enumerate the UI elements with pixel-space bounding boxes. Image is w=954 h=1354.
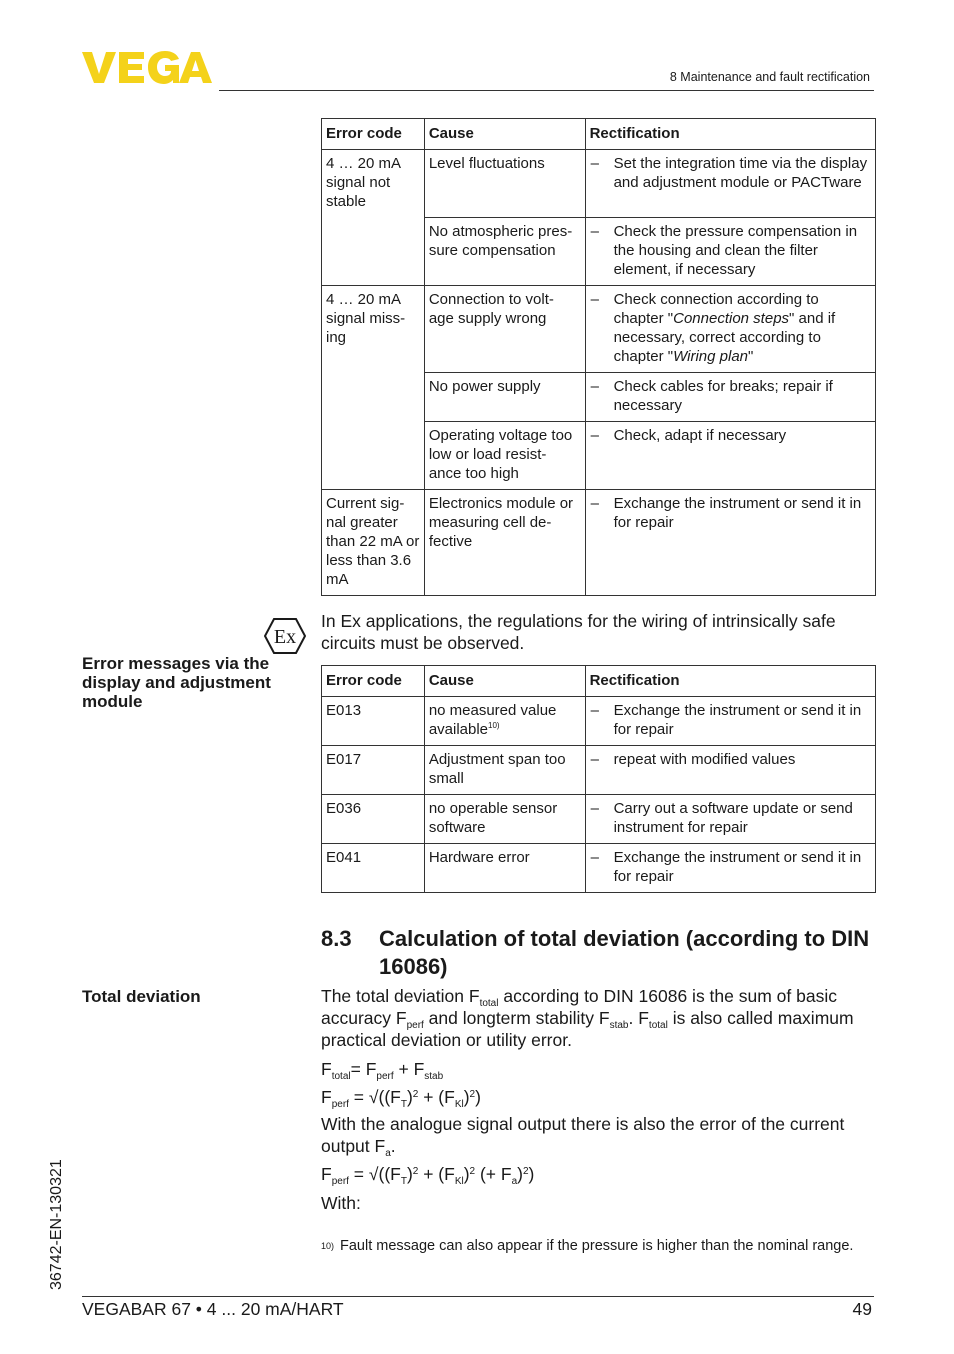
formula-total: [321, 1058, 876, 1080]
bullet-dash: –: [590, 702, 599, 719]
text-part: = F: [350, 1059, 377, 1079]
column-header: Rectification: [585, 119, 875, 150]
error-code-cell: E041: [322, 844, 425, 893]
cause-cell: Connection to volt- age supply wrong: [424, 286, 585, 373]
page-number: 49: [852, 1299, 872, 1319]
subscript: Kl: [454, 1099, 464, 1110]
header-section-label: 8 Maintenance and fault rectification: [669, 70, 870, 84]
total-deviation-paragraph: [321, 985, 876, 1051]
footer-divider: [82, 1296, 874, 1297]
side-heading-total-deviation: Total deviation: [82, 987, 201, 1006]
bullet-dash: –: [590, 378, 599, 395]
text-part: and longterm stability F: [423, 1008, 610, 1028]
text-part: F: [321, 1164, 332, 1184]
text-part: ): [463, 1087, 470, 1107]
error-code-cell: Current sig- nal greater than 22 mA or less than 3.6 mA: [322, 490, 425, 596]
subscript: T: [400, 1176, 407, 1187]
cause-cell: No power supply: [424, 373, 585, 422]
text-part: + F: [393, 1059, 425, 1079]
bullet-dash: –: [590, 155, 599, 172]
text-part: . F: [628, 1008, 649, 1028]
rectification-text: Carry out a software update or send instrument for repair: [613, 800, 853, 836]
side-heading-error-messages: Error messages via the display and adjustment module: [82, 654, 271, 711]
rectification-text: Check the pressure compensation in the housing and clean the filter element, if necessary: [613, 223, 858, 278]
error-code-cell: 4 … 20 mA signal not stable: [322, 150, 425, 286]
header-divider: [219, 90, 874, 91]
rectification-text: [614, 290, 871, 366]
rectification-cell: [585, 844, 875, 893]
column-header: Error code: [322, 666, 425, 697]
table-row: [322, 795, 876, 844]
subscript: Kl: [454, 1176, 464, 1187]
error-code-cell: E017: [322, 746, 425, 795]
text-part: ): [406, 1164, 413, 1184]
subscript: perf: [331, 1176, 349, 1187]
subscript: stab: [424, 1071, 444, 1082]
table-header-row: [322, 666, 876, 697]
subscript: perf: [376, 1071, 394, 1082]
chapter-reference: Wiring plan: [673, 348, 749, 365]
text-part: With the analogue signal output there is also the error of the current output F: [321, 1114, 845, 1156]
troubleshooting-table-analog: [321, 118, 876, 596]
footnote: [321, 1237, 871, 1256]
subscript: a: [385, 1148, 391, 1159]
table-row: [322, 286, 876, 373]
cause-cell: Hardware error: [424, 844, 585, 893]
text-part: (+ F: [475, 1164, 512, 1184]
analogue-output-paragraph: [321, 1113, 876, 1157]
subscript: stab: [609, 1020, 629, 1031]
rectification-cell: [585, 746, 875, 795]
column-header: Error code: [322, 119, 425, 150]
error-code-cell: 4 … 20 mA signal miss- ing: [322, 286, 425, 490]
rectification-text: Set the integration time via the display and adjustment module or PACTware: [613, 155, 868, 191]
column-header: Rectification: [585, 666, 875, 697]
ex-hazard-icon: [264, 617, 306, 655]
text-part: .: [390, 1136, 396, 1156]
ex-note: In Ex applications, the regulations for the wiring of intrinsically safe circuits must be observed.: [321, 611, 836, 653]
column-header: Cause: [424, 666, 585, 697]
footnote-mark: 10): [321, 1241, 335, 1251]
text-part: ): [528, 1164, 535, 1184]
text-part: = √((F: [348, 1164, 401, 1184]
footnote-reference: 10): [488, 721, 500, 730]
error-code-cell: E036: [322, 795, 425, 844]
table-row: [322, 697, 876, 746]
formula-perf: [321, 1086, 876, 1108]
column-header: Cause: [424, 119, 585, 150]
table-row: [322, 150, 876, 218]
rectification-cell: [585, 422, 875, 490]
bullet-dash: –: [590, 223, 599, 240]
error-code-cell: E013: [322, 697, 425, 746]
text-part: ": [748, 348, 754, 365]
subscript: perf: [331, 1099, 349, 1110]
bullet-dash: –: [590, 751, 599, 768]
error-messages-table: [321, 665, 876, 893]
bullet-dash: –: [590, 849, 599, 866]
text-part: according to DIN 16086 is the sum of basic accuracy F: [321, 986, 837, 1028]
cause-text: no measured value available: [428, 702, 557, 738]
text-part: is also called maximum practical deviation or utility error.: [321, 1008, 854, 1050]
subscript: T: [400, 1099, 407, 1110]
cause-cell: Electronics module or measuring cell de- fective: [424, 490, 585, 596]
rectification-cell: [585, 795, 875, 844]
document-id: 36742-EN-130321: [48, 1159, 65, 1290]
table-row: [322, 844, 876, 893]
text-part: + (F: [418, 1087, 455, 1107]
formula-perf-analogue: [321, 1163, 876, 1185]
rectification-cell: [585, 150, 875, 218]
cause-cell: no operable sensor software: [424, 795, 585, 844]
superscript: 2: [469, 1089, 476, 1100]
subscript: total: [479, 998, 499, 1009]
rectification-cell: [585, 218, 875, 286]
text-part: Check connection according to chapter ": [613, 291, 819, 327]
footer-product: VEGABAR 67 • 4 ... 20 mA/HART: [82, 1299, 344, 1319]
text-part: = √((F: [348, 1087, 401, 1107]
ex-icon-label: Ex: [273, 626, 297, 648]
with-label: With:: [321, 1193, 361, 1213]
text-part: ): [463, 1164, 470, 1184]
table-header-row: [322, 119, 876, 150]
superscript: 2: [522, 1166, 529, 1177]
subscript: total: [648, 1020, 668, 1031]
rectification-cell: [585, 697, 875, 746]
text-part: F: [321, 1087, 332, 1107]
rectification-cell: [585, 373, 875, 422]
text-part: ): [517, 1164, 523, 1184]
cause-cell: Operating voltage too low or load resist- ance too high: [424, 422, 585, 490]
bullet-dash: –: [590, 495, 599, 512]
footnote-text: Fault message can also appear if the pressure is higher than the nominal range.: [340, 1238, 854, 1254]
bullet-dash: –: [590, 427, 599, 444]
rectification-text: repeat with modified values: [613, 751, 796, 768]
text-part: + (F: [418, 1164, 455, 1184]
cause-cell: No atmospheric pres- sure compensation: [424, 218, 585, 286]
rectification-text: Check, adapt if necessary: [613, 427, 787, 444]
text-part: F: [321, 1059, 332, 1079]
table-row: [322, 746, 876, 795]
rectification-cell: [585, 286, 875, 373]
rectification-text: Exchange the instrument or send it in for repair: [613, 495, 862, 531]
cause-cell: [424, 697, 585, 746]
bullet-dash: –: [590, 800, 599, 817]
rectification-text: Check cables for breaks; repair if necessary: [613, 378, 833, 414]
subscript: a: [511, 1176, 518, 1187]
subscript: perf: [406, 1020, 424, 1031]
superscript: 2: [412, 1089, 419, 1100]
text-part: " and if necessary, correct according to chapter ": [613, 310, 836, 365]
text-part: ): [475, 1087, 481, 1107]
superscript: 2: [412, 1166, 419, 1177]
section-title: Calculation of total deviation (according to DIN 16086): [379, 926, 870, 979]
subscript: total: [331, 1071, 351, 1082]
table-row: [322, 490, 876, 596]
cause-cell: Adjustment span too small: [424, 746, 585, 795]
rectification-text: Exchange the instrument or send it in for repair: [613, 702, 862, 738]
bullet-dash: –: [590, 291, 599, 308]
rectification-text: Exchange the instrument or send it in for repair: [613, 849, 862, 885]
cause-cell: Level fluctuations: [424, 150, 585, 218]
superscript: 2: [469, 1166, 476, 1177]
text-part: ): [406, 1087, 413, 1107]
vega-logo: [82, 50, 212, 84]
section-number: 8.3: [321, 926, 352, 951]
text-part: The total deviation F: [321, 986, 480, 1006]
rectification-cell: [585, 490, 875, 596]
chapter-reference: Connection steps: [673, 310, 790, 327]
